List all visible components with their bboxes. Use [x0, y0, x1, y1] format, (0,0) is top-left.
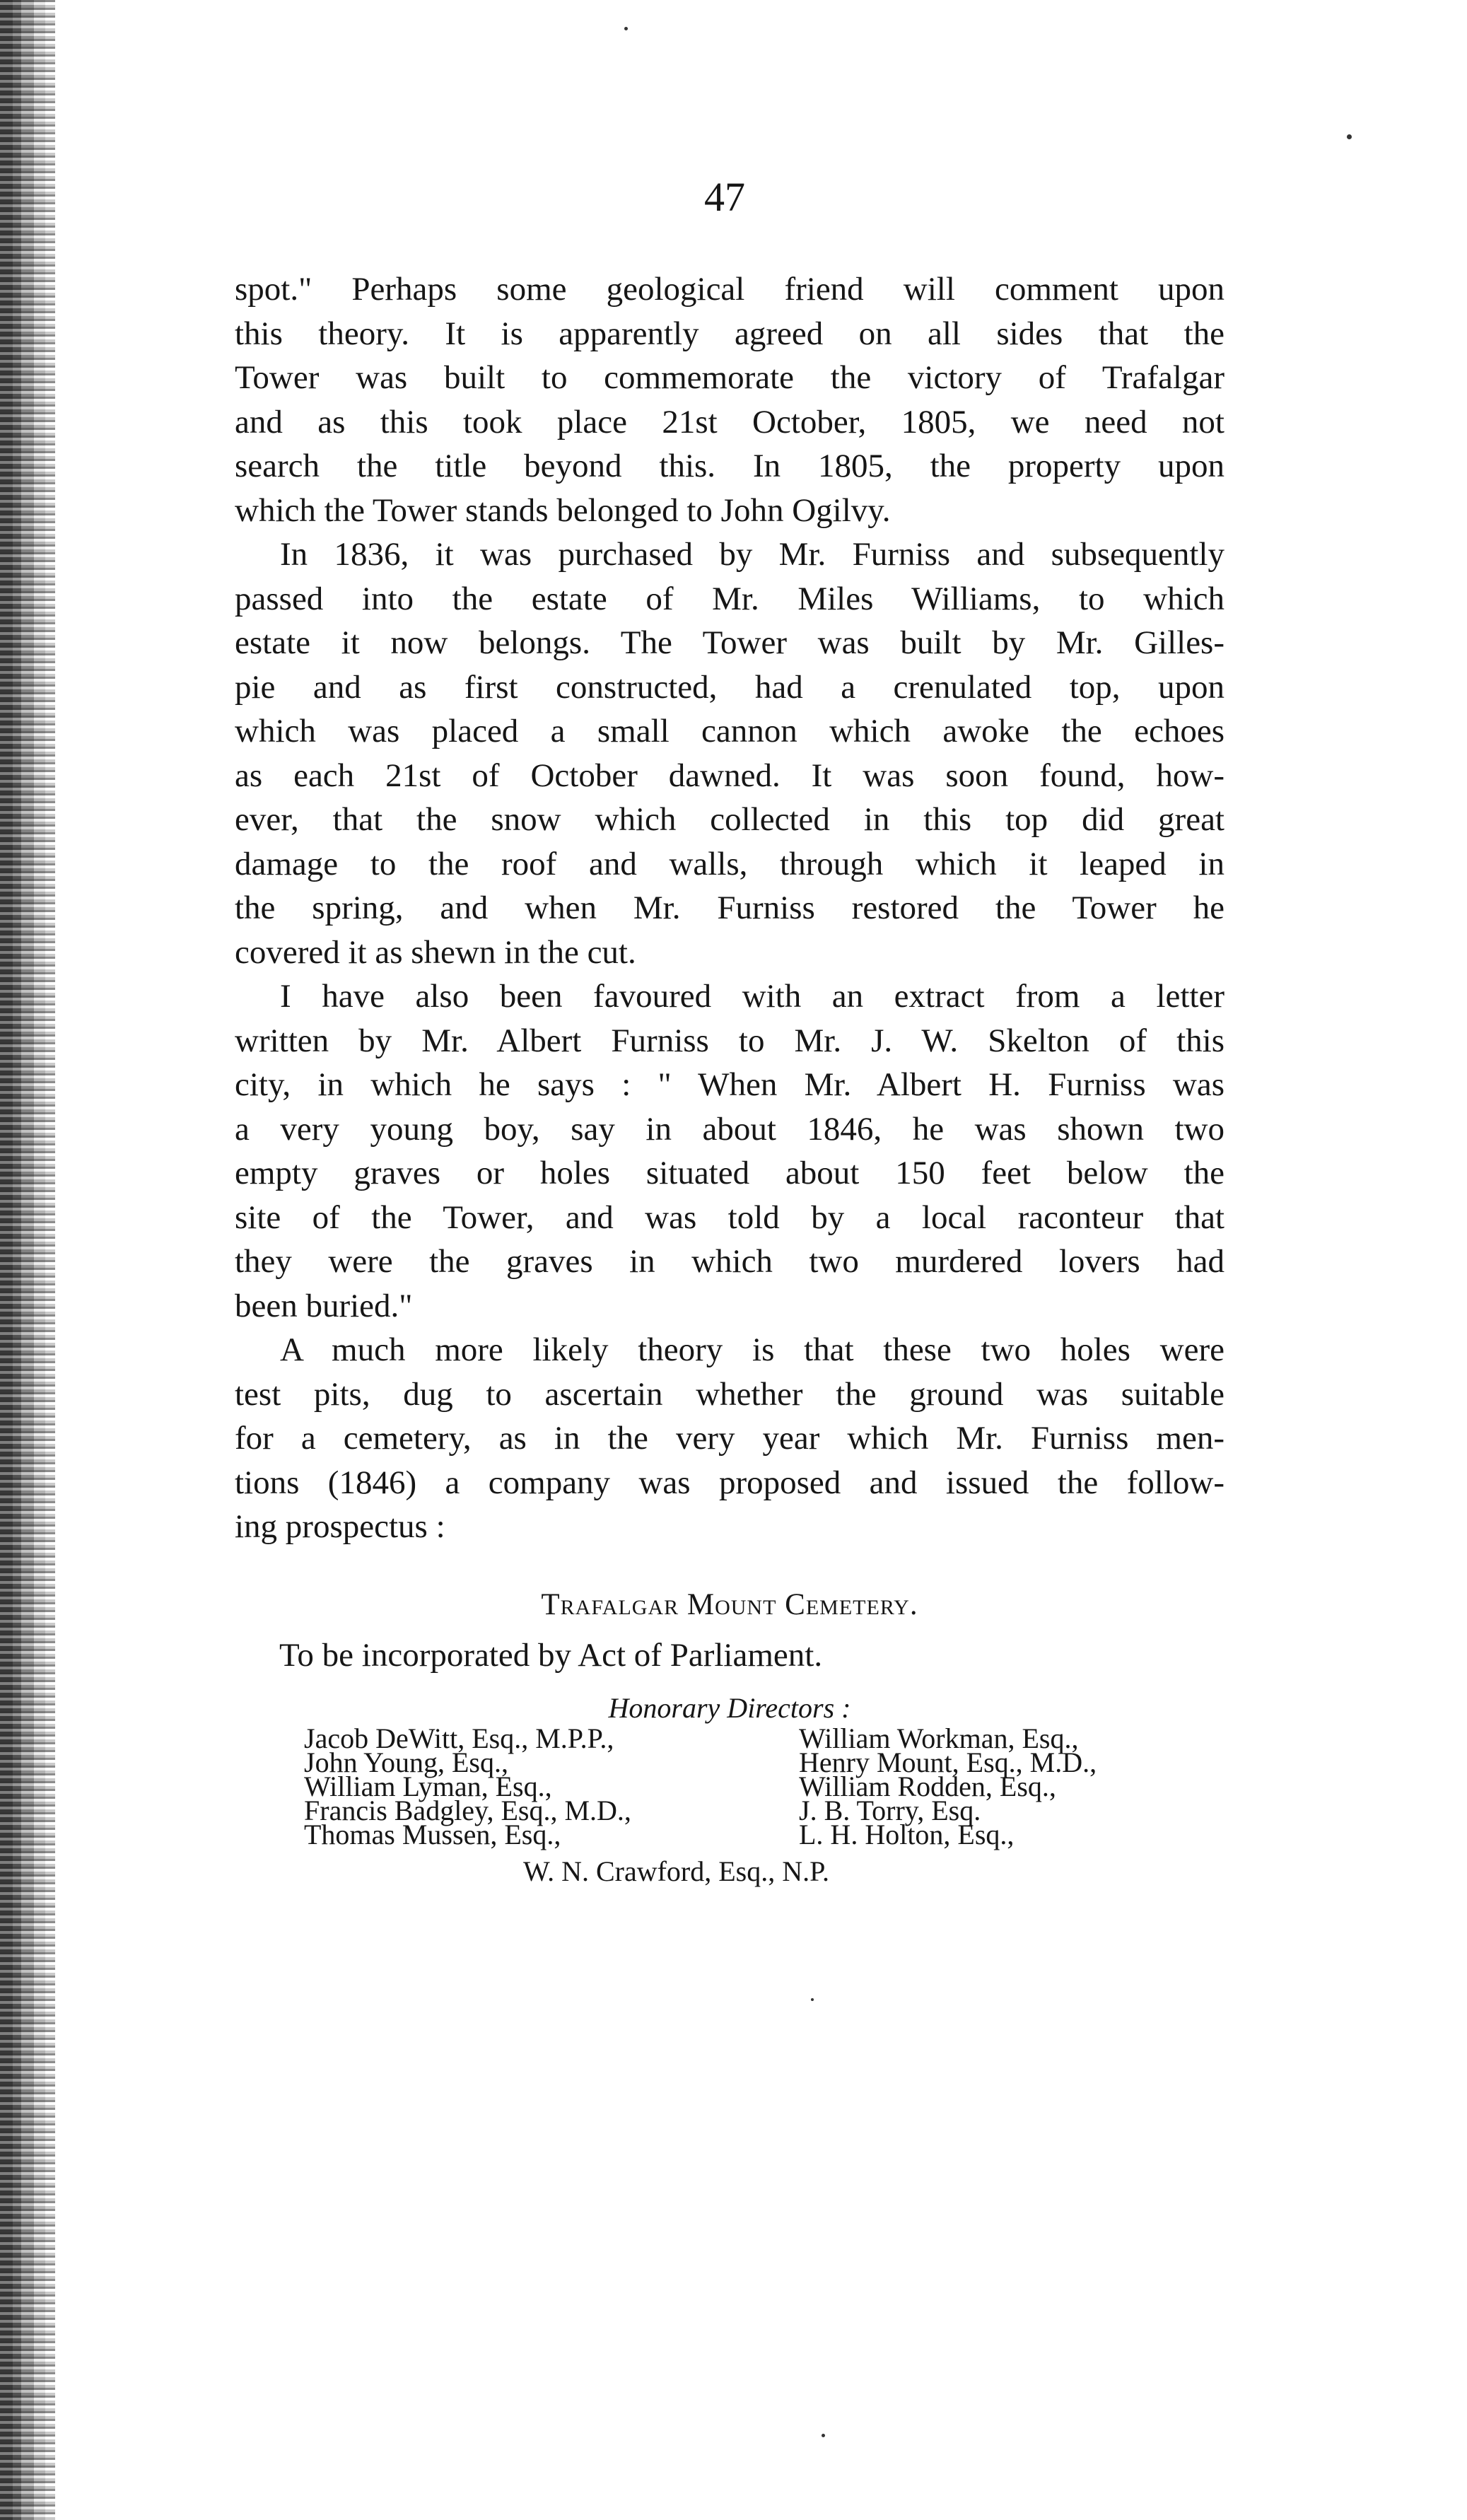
text-line: In 1836, it was purchased by Mr. Furniss and subsequently: [280, 536, 1225, 573]
text-line: tions (1846) a company was proposed and issued the follow-: [235, 1464, 1225, 1501]
director-name: Jacob DeWitt, Esq., M.P.P.,: [304, 1722, 614, 1754]
director-name: Thomas Mussen, Esq.,: [304, 1819, 561, 1850]
director-name: L. H. Holton, Esq.,: [799, 1819, 1015, 1850]
body-text: [235, 267, 1225, 1549]
paper-speck: [811, 1998, 814, 2001]
text-line: pie and as first constructed, had a crenulated top, upon: [235, 668, 1225, 706]
directors-heading: Honorary Directors :: [608, 1692, 851, 1724]
text-line: A much more likely theory is that these two holes were: [280, 1331, 1225, 1368]
prospectus-title: Trafalgar Mount Cemetery.: [541, 1588, 918, 1621]
text-line: the spring, and when Mr. Furniss restored the Tower he: [235, 889, 1225, 926]
text-line: for a cemetery, as in the very year which Mr. Furniss men-: [235, 1420, 1225, 1457]
director-name: Francis Badgley, Esq., M.D.,: [304, 1795, 631, 1826]
text-line: and as this took place 21st October, 1805, we need not: [235, 403, 1225, 441]
paper-speck: [624, 27, 628, 30]
director-name: William Lyman, Esq.,: [304, 1771, 552, 1802]
text-line: been buried.": [235, 1287, 413, 1324]
directors-list: [304, 1722, 1195, 1850]
text-line: they were the graves in which two murdered lovers had: [235, 1243, 1225, 1280]
director-name: J. B. Torry, Esq.: [799, 1795, 981, 1826]
text-line: a very young boy, say in about 1846, he was shown two: [235, 1110, 1225, 1148]
text-line: site of the Tower, and was told by a local raconteur that: [235, 1198, 1225, 1236]
paper-speck: [822, 2434, 825, 2437]
final-director-name: W. N. Crawford, Esq., N.P.: [523, 1855, 829, 1887]
text-line: written by Mr. Albert Furniss to Mr. J. W. Skelton of this: [235, 1022, 1225, 1059]
page-number: 47: [704, 174, 745, 220]
text-line: search the title beyond this. In 1805, the property upon: [235, 448, 1225, 484]
director-name: William Rodden, Esq.,: [799, 1771, 1056, 1802]
text-line: covered it as shewn in the cut.: [235, 933, 636, 971]
director-name: William Workman, Esq.,: [799, 1722, 1079, 1754]
text-line: spot." Perhaps some geological friend will comment upon: [235, 271, 1225, 308]
text-line: which the Tower stands belonged to John Ogilvy.: [235, 491, 891, 529]
text-line: damage to the roof and walls, through which it leaped in: [235, 845, 1225, 882]
text-line: which was placed a small cannon which awoke the echoes: [235, 713, 1225, 749]
text-line: passed into the estate of Mr. Miles Williams, to which: [235, 580, 1225, 617]
director-name: John Young, Esq.,: [304, 1746, 508, 1778]
text-line: as each 21st of October dawned. It was soon found, how-: [235, 757, 1225, 794]
scanned-page-edge: [0, 0, 55, 2520]
text-line: test pits, dug to ascertain whether the ground was suitable: [235, 1375, 1225, 1413]
text-line: ever, that the snow which collected in this top did great: [235, 801, 1225, 838]
incorporation-note: To be incorporated by Act of Parliament.: [279, 1637, 823, 1674]
director-name: Henry Mount, Esq., M.D.,: [799, 1746, 1097, 1778]
text-line: city, in which he says : " When Mr. Albert H. Furniss was: [235, 1066, 1225, 1103]
paper-speck: [1347, 134, 1352, 139]
text-line: estate it now belongs. The Tower was built by Mr. Gilles-: [235, 624, 1225, 661]
text-line: empty graves or holes situated about 150 feet below the: [235, 1155, 1225, 1191]
text-line: Tower was built to commemorate the victory of Trafalgar: [235, 359, 1225, 396]
text-line: this theory. It is apparently agreed on all sides that the: [235, 315, 1225, 352]
text-line: ing prospectus :: [235, 1508, 445, 1545]
text-line: I have also been favoured with an extract from a letter: [280, 978, 1225, 1015]
